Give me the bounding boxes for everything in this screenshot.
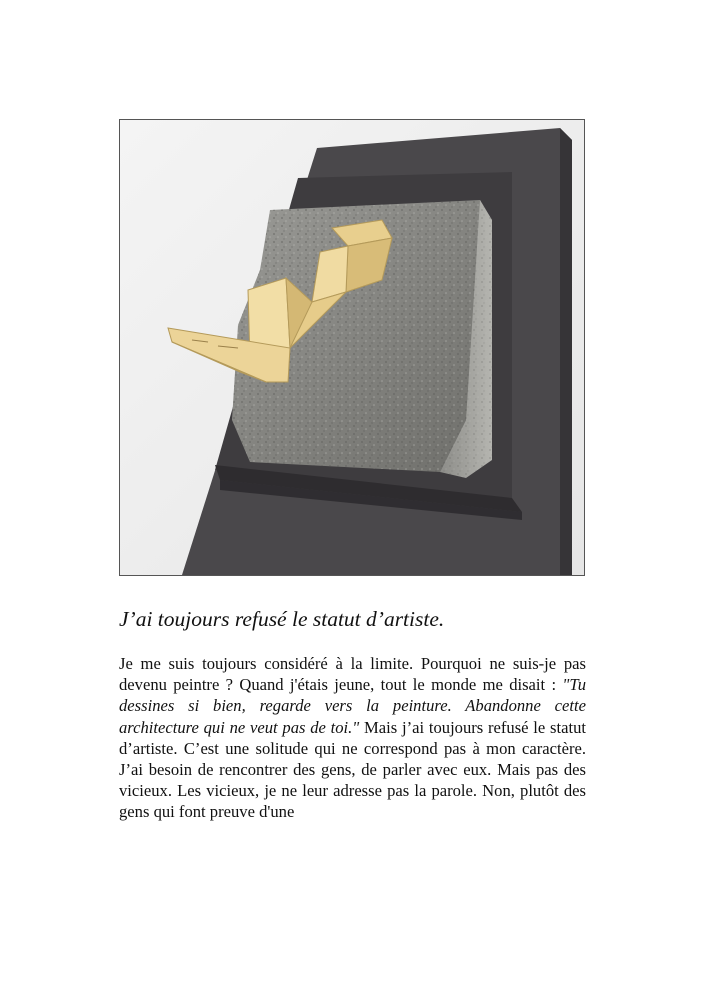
section-heading: J’ai toujours refusé le statut d’artiste. <box>119 607 445 631</box>
paragraph-continuation: Mais j’ai toujours refusé le statut d’artiste. C’est une solitude qui ne correspond pas à mon caractère. J’ai besoin de rencontrer des gens, de parler avec eux. Mais pas des vicieux. Les vicieux, je ne leur adresse pas la parole. Non, plutôt des gens qui font preuve d'une <box>119 717 586 822</box>
paragraph-quote: "Tu dessines si bien, regarde vers la peinture. Abandonne cette architecture qui ne veut pas de toi." <box>119 675 586 737</box>
artwork-photo <box>119 119 585 576</box>
paragraph-intro: Je me suis toujours considéré à la limite. Pourquoi ne suis-je pas devenu peintre ? Quand j'étais jeune, tout le monde me disait : <box>119 654 586 695</box>
sculpture-illustration <box>120 120 584 575</box>
body-paragraph <box>119 653 586 823</box>
